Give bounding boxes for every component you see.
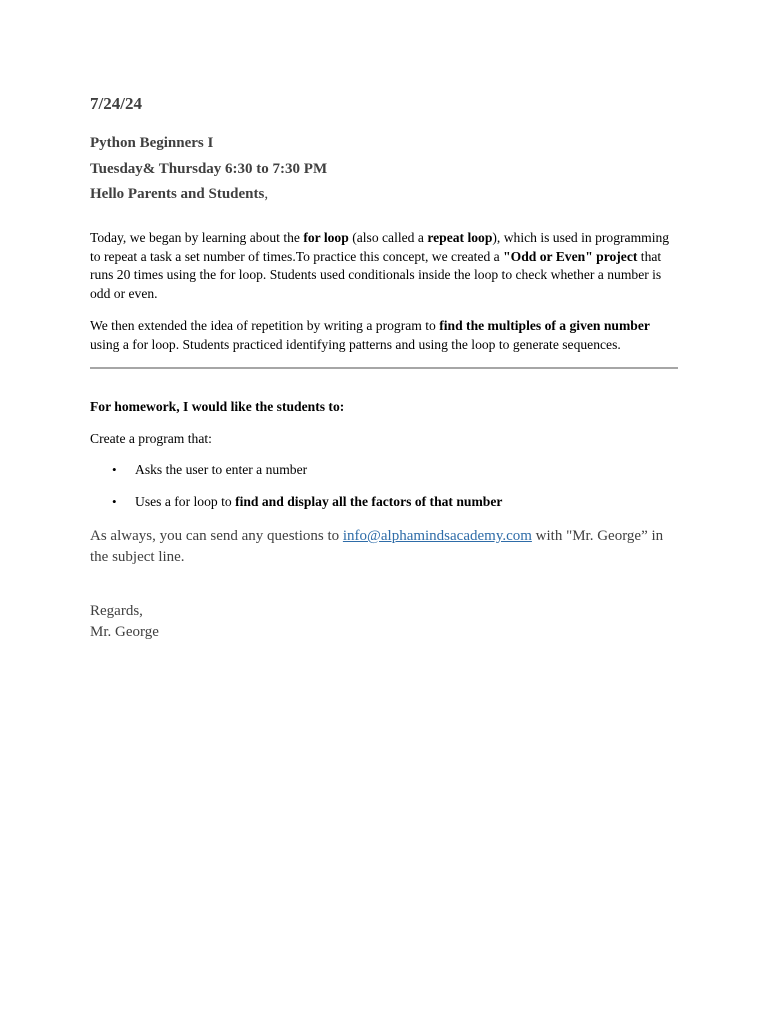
- extension-paragraph: [90, 317, 680, 354]
- p2-text-2: using a for loop. Students practiced identifying patterns and using the loop to generate sequences.: [90, 336, 621, 352]
- closing-regards: Regards,: [90, 603, 143, 619]
- letter-date: 7/24/24: [90, 94, 142, 113]
- p1-text-4: that runs 20 times using the for loop. Students used conditionals inside the loop to check whether a number is odd or even.: [90, 248, 662, 301]
- bullet-dot-icon: •: [112, 462, 117, 477]
- bullet-1-text: Asks the user to enter a number: [135, 462, 308, 477]
- bullet-dot-icon: •: [112, 494, 117, 509]
- greeting-line: [90, 186, 268, 203]
- contact-text-after: with "Mr. George” in the subject line.: [90, 528, 664, 565]
- p1-bold-repeat-loop: repeat loop: [427, 230, 493, 245]
- bullet-2-text: Uses a for loop to: [135, 494, 236, 509]
- lesson-summary-paragraph: [90, 229, 680, 303]
- p1-text-2: (also called a: [348, 230, 428, 245]
- closing-block: [90, 601, 159, 643]
- course-title: Python Beginners I: [90, 135, 214, 151]
- email-link[interactable]: info@alphamindsacademy.com: [342, 528, 532, 544]
- p1-text-1: Today, we began by learning about the: [90, 230, 304, 245]
- contact-paragraph: [90, 526, 680, 568]
- p2-bold-multiples: find the multiples of a given number: [439, 318, 650, 333]
- greeting-text: Hello Parents and Students: [90, 186, 265, 202]
- p1-bold-for-loop: for loop: [303, 230, 349, 245]
- bullet-2-bold: find and display all the factors of that number: [235, 494, 503, 509]
- contact-text-before: As always, you can send any questions to: [90, 528, 343, 544]
- p1-text-3: ), which is used in programming to repeat a task a set number of times.To practice this concept, we created a: [90, 230, 670, 264]
- greeting-punct: ,: [264, 186, 269, 202]
- homework-bullet-1: [112, 462, 307, 478]
- homework-heading: For homework, I would like the students to:: [90, 399, 345, 414]
- homework-intro: Create a program that:: [90, 431, 212, 446]
- class-schedule: Tuesday& Thursday 6:30 to 7:30 PM: [90, 161, 328, 177]
- closing-signature: Mr. George: [90, 624, 159, 640]
- homework-bullet-2: [112, 494, 502, 510]
- horizontal-divider: [90, 367, 678, 369]
- p2-text-1: We then extended the idea of repetition by writing a program to: [90, 318, 440, 333]
- p1-bold-project: "Odd or Even" project: [503, 248, 638, 264]
